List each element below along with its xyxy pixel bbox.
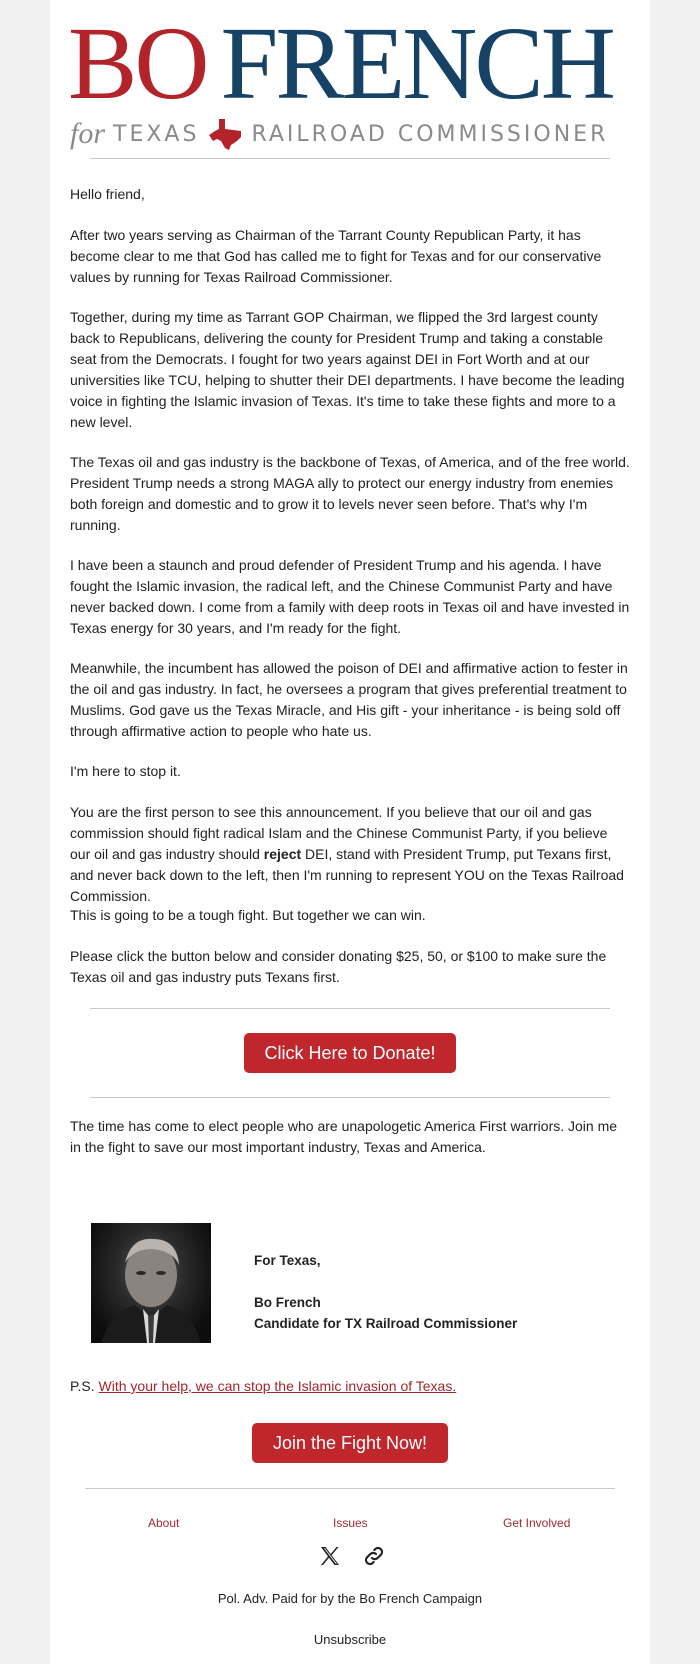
paragraph-1: After two years serving as Chairman of the Tarrant County Republican Party, it has become clear to me that God has called me to fight for Texas and for our conservative values by running for Texas Railroad Commissioner.: [70, 227, 602, 285]
logo-name: [68, 6, 613, 121]
paragraph-7-start: You are the first person to see this announcement. If you believe that our oil and gas commission should fight radical Islam and the Chinese Communist Party, if you believe our oil and gas industry should: [70, 804, 608, 862]
divider: [85, 1488, 615, 1489]
signature-closing: For Texas,: [254, 1253, 321, 1268]
unsubscribe-link[interactable]: Unsubscribe: [313, 1632, 387, 1647]
paragraph-9: Please click the button below and consider donating $25, 50, or $100 to make sure the Texas oil and gas industry puts Texans first.: [70, 948, 607, 985]
paid-for-disclaimer: Pol. Adv. Paid for by the Bo French Campaign: [217, 1591, 483, 1606]
footer-link-issues[interactable]: Issues: [333, 1516, 368, 1530]
paragraph-4: I have been a staunch and proud defender of President Trump and his agenda. I have fought the Islamic invasion, the radical left, and the Chinese Communist Party and have never backed down. I come from a family with deep roots in Texas oil and have invested in Texas energy for 30 years, and I'm ready for the fight.: [70, 557, 630, 636]
paragraph-8: This is going to be a tough fight. But together we can win.: [70, 907, 426, 923]
logo-texas: TEXAS: [113, 121, 200, 147]
paragraph-6: I'm here to stop it.: [70, 763, 181, 779]
ps-label: P.S.: [70, 1378, 95, 1394]
campaign-logo: [68, 6, 632, 154]
paragraph-2: Together, during my time as Tarrant GOP Chairman, we flipped the 3rd largest county back to Republicans, delivering the county for President Trump and taking a constable seat from the Democrats. I fought for two years against DEI in Fort Worth and at our universities like TCU, helping to shutter their DEI departments. I have become the leading voice in fighting the Islamic invasion of Texas. It's time to take these fights and more to a new level.: [70, 309, 625, 430]
paragraph-7-emphasis: reject: [263, 846, 302, 862]
email-body: [50, 0, 650, 1664]
signature-name: Bo French: [254, 1295, 321, 1310]
postscript: [70, 1378, 456, 1394]
footer-link-get-involved[interactable]: Get Involved: [503, 1516, 571, 1530]
footer-link-about[interactable]: About: [148, 1516, 180, 1530]
x-icon[interactable]: [318, 1544, 342, 1568]
paragraph-7: [70, 802, 630, 907]
link-icon[interactable]: [362, 1544, 386, 1568]
portrait-image: [91, 1223, 211, 1343]
logo-french: FRENCH: [220, 6, 613, 121]
logo-office: RAILROAD COMMISSIONER: [251, 121, 609, 147]
logo-subtitle: [70, 116, 608, 152]
paragraph-3: The Texas oil and gas industry is the backbone of Texas, of America, and of the free world. President Trump needs a strong MAGA ally to protect our energy industry from enemies both foreign and domestic and to grow it to levels never seen before. That's why I'm running.: [70, 454, 630, 533]
signature-title: Candidate for TX Railroad Commissioner: [254, 1316, 518, 1331]
ps-link[interactable]: With your help, we can stop the Islamic invasion of Texas.: [98, 1378, 457, 1394]
logo-for: for: [70, 117, 106, 150]
divider: [90, 158, 610, 159]
paragraph-7-end: DEI, stand with President Trump, put Texans first, and never back down to the left, then I'm running to represent YOU on the Texas Railroad Commission.: [70, 846, 624, 904]
logo-bo: BO: [68, 6, 207, 121]
greeting: Hello friend,: [70, 186, 145, 202]
paragraph-5: Meanwhile, the incumbent has allowed the poison of DEI and affirmative action to fester in the oil and gas industry. In fact, he oversees a program that gives preferential treatment to Muslims. God gave us the Texas Miracle, and His gift - your inheritance - is being sold off through affirmative action to people who hate us.: [70, 660, 628, 739]
join-fight-button[interactable]: Join the Fight Now!: [252, 1423, 448, 1463]
texas-map-icon: [207, 117, 243, 151]
divider: [90, 1097, 610, 1098]
divider: [90, 1008, 610, 1009]
candidate-photo: [91, 1223, 211, 1343]
closing-paragraph: The time has come to elect people who are unapologetic America First warriors. Join me in the fight to save our most important industry, Texas and America.: [70, 1118, 618, 1155]
donate-button[interactable]: Click Here to Donate!: [244, 1033, 456, 1073]
social-links: [318, 1544, 386, 1570]
